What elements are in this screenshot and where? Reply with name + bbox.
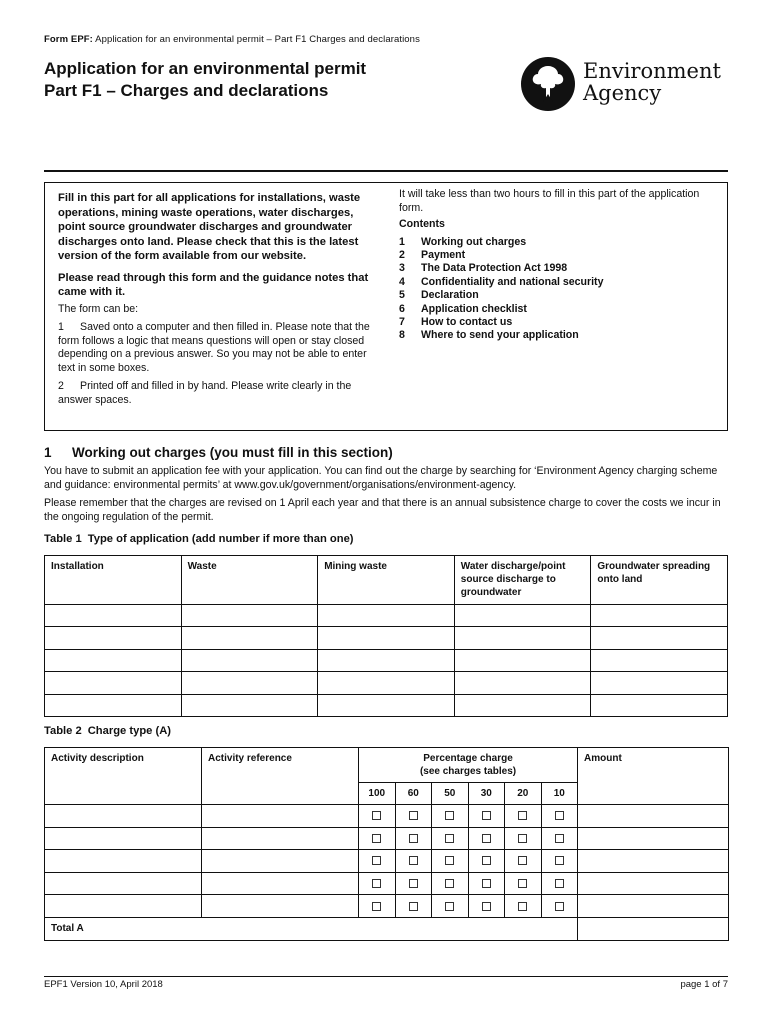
- percentage-checkbox[interactable]: [555, 856, 564, 865]
- table-1-header: Installation: [45, 556, 182, 605]
- percentage-checkbox-cell: [468, 895, 505, 918]
- percentage-checkbox[interactable]: [445, 856, 454, 865]
- table-1-input-cell[interactable]: [181, 694, 318, 716]
- section-1-heading: [44, 445, 393, 462]
- activity-description-cell[interactable]: [45, 805, 202, 828]
- percentage-checkbox-cell: [359, 827, 396, 850]
- percentage-checkbox[interactable]: [445, 902, 454, 911]
- percentage-checkbox[interactable]: [482, 811, 491, 820]
- contents-item-number: 2: [399, 248, 405, 261]
- percentage-checkbox[interactable]: [518, 811, 527, 820]
- percentage-checkbox[interactable]: [372, 811, 381, 820]
- percentage-checkbox[interactable]: [482, 834, 491, 843]
- activity-reference-cell[interactable]: [202, 827, 359, 850]
- option-text: Saved onto a computer and then filled in. Please note that the form follows a logic that means questions will open or stay closed depending on a previous answer. So you may not be able to enter text in some boxes.: [58, 321, 370, 374]
- fee-paragraph: You have to submit an application fee with your application. You can find out the charge by searching for ‘Environment Agency charging scheme and guidance: environmental permits’ at www.gov.uk/government/organisations/environment-agency.: [44, 465, 718, 491]
- table-1-header: Waste: [181, 556, 318, 605]
- activity-description-cell[interactable]: [45, 872, 202, 895]
- option-number: 2: [58, 380, 64, 392]
- table-1-input-cell[interactable]: [318, 605, 455, 627]
- percentage-checkbox-cell: [541, 895, 578, 918]
- percentage-checkbox[interactable]: [445, 879, 454, 888]
- intro-option-2: [58, 380, 373, 407]
- logo-line-1: Environment: [583, 59, 721, 83]
- intro-contents: [399, 188, 719, 343]
- footer-page-number: page 1 of 7: [680, 979, 728, 990]
- amount-cell[interactable]: [578, 872, 729, 895]
- contents-list: [399, 236, 719, 343]
- amount-cell[interactable]: [578, 850, 729, 873]
- logo-line-2: Agency: [583, 81, 662, 105]
- intro-guidance-note: Please read through this form and the guidance notes that came with it.: [58, 271, 369, 298]
- contents-item[interactable]: [399, 329, 719, 342]
- footer-version: EPF1 Version 10, April 2018: [44, 979, 163, 990]
- table-1-input-cell[interactable]: [591, 672, 728, 694]
- percentage-checkbox[interactable]: [372, 879, 381, 888]
- table-1-input-cell[interactable]: [454, 649, 591, 671]
- percentage-checkbox[interactable]: [518, 834, 527, 843]
- activity-description-cell[interactable]: [45, 895, 202, 918]
- percentage-checkbox[interactable]: [409, 902, 418, 911]
- activity-reference-cell[interactable]: [202, 805, 359, 828]
- contents-item-label: The Data Protection Act 1998: [421, 262, 568, 275]
- tree-emblem-icon: [519, 56, 579, 112]
- section-1-body: [44, 465, 728, 524]
- contents-item[interactable]: [399, 289, 719, 302]
- contents-item[interactable]: [399, 236, 719, 249]
- total-amount-cell[interactable]: [578, 917, 729, 940]
- table-1-caption: [44, 532, 354, 546]
- contents-item[interactable]: [399, 276, 719, 289]
- percentage-header-line-2: (see charges tables): [419, 766, 517, 777]
- percentage-checkbox-cell: [395, 872, 432, 895]
- percentage-checkbox-cell: [359, 895, 396, 918]
- table-row: [45, 827, 729, 850]
- percentage-column-header: 50: [432, 783, 469, 805]
- charge-type-table: [44, 747, 729, 941]
- percentage-checkbox-cell: [468, 872, 505, 895]
- percentage-checkbox[interactable]: [409, 834, 418, 843]
- contents-item-number: 3: [399, 262, 405, 275]
- activity-reference-cell[interactable]: [202, 895, 359, 918]
- total-label: Total A: [45, 917, 578, 940]
- percentage-checkbox[interactable]: [372, 902, 381, 911]
- contents-item-number: 5: [399, 289, 405, 302]
- table-1-input-cell[interactable]: [454, 694, 591, 716]
- percentage-checkbox[interactable]: [445, 834, 454, 843]
- contents-item-number: 1: [399, 235, 405, 248]
- contents-item[interactable]: [399, 316, 719, 329]
- percentage-checkbox[interactable]: [409, 879, 418, 888]
- contents-item[interactable]: [399, 262, 719, 275]
- contents-item-number: 7: [399, 315, 405, 328]
- form-code: Form EPF:: [44, 34, 93, 45]
- percentage-checkbox[interactable]: [445, 811, 454, 820]
- page-title: [44, 58, 366, 102]
- percentage-header-line-1: Percentage charge: [423, 753, 513, 764]
- percentage-checkbox-cell: [359, 872, 396, 895]
- percentage-checkbox-cell: [468, 827, 505, 850]
- contents-item-number: 8: [399, 329, 405, 342]
- table-1-input-cell[interactable]: [45, 694, 182, 716]
- percentage-checkbox[interactable]: [482, 856, 491, 865]
- total-row: [45, 917, 729, 940]
- percentage-checkbox[interactable]: [555, 902, 564, 911]
- table-number: Table 2: [44, 725, 82, 737]
- percentage-checkbox-cell: [359, 850, 396, 873]
- percentage-checkbox-cell: [468, 805, 505, 828]
- percentage-checkbox-cell: [432, 827, 469, 850]
- percentage-checkbox[interactable]: [482, 879, 491, 888]
- table-1-input-cell[interactable]: [318, 694, 455, 716]
- contents-item-label: Application checklist: [421, 302, 527, 315]
- contents-title: Contents: [399, 218, 445, 230]
- table-1-input-cell[interactable]: [181, 649, 318, 671]
- intro-applicability: Fill in this part for all applications for installations, waste operations, mining waste operations, water discharges, point source groundwater discharges and groundwater discharges onto land. Please check that this is the latest version of the form available from our website.: [58, 192, 361, 262]
- table-2-caption: [44, 724, 171, 738]
- table-row: [45, 605, 728, 627]
- percentage-checkbox-cell: [468, 850, 505, 873]
- logo-wordmark: [583, 60, 721, 104]
- activity-description-cell[interactable]: [45, 850, 202, 873]
- table-1-input-cell[interactable]: [454, 672, 591, 694]
- percentage-column-header: 30: [468, 783, 505, 805]
- contents-item-label: Declaration: [421, 289, 479, 302]
- table-1-header: Water discharge/point source discharge to groundwater: [454, 556, 591, 605]
- intro-option-1: [58, 321, 373, 375]
- percentage-checkbox[interactable]: [555, 834, 564, 843]
- option-text: Printed off and filled in by hand. Please write clearly in the answer spaces.: [58, 380, 352, 406]
- percentage-checkbox[interactable]: [518, 879, 527, 888]
- table-row: [45, 672, 728, 694]
- table-1-input-cell[interactable]: [591, 649, 728, 671]
- table-1-input-cell[interactable]: [591, 694, 728, 716]
- amount-cell[interactable]: [578, 805, 729, 828]
- percentage-checkbox-cell: [359, 805, 396, 828]
- percentage-checkbox-cell: [541, 872, 578, 895]
- title-divider: [44, 170, 728, 172]
- table-1-input-cell[interactable]: [181, 672, 318, 694]
- percentage-checkbox[interactable]: [372, 856, 381, 865]
- time-note: It will take less than two hours to fill in this part of the application form.: [399, 188, 700, 214]
- title-line-2: Part F1 – Charges and declarations: [44, 81, 329, 100]
- charges-revision-paragraph: Please remember that the charges are revised on 1 April each year and that there is an annual subsistence charge to cover the costs we incur in the ongoing regulation of the permit.: [44, 497, 721, 523]
- option-number: 1: [58, 321, 64, 333]
- percentage-checkbox-cell: [432, 895, 469, 918]
- running-head: [44, 34, 420, 46]
- contents-item-label: Confidentiality and national security: [421, 275, 604, 288]
- table-row: [45, 627, 728, 649]
- application-type-table: [44, 555, 728, 717]
- activity-reference-header: Activity reference: [202, 748, 359, 805]
- table-row: [45, 850, 729, 873]
- percentage-checkbox-cell: [395, 805, 432, 828]
- percentage-checkbox-cell: [541, 850, 578, 873]
- title-line-1: Application for an environmental permit: [44, 59, 367, 78]
- activity-description-cell[interactable]: [45, 827, 202, 850]
- percentage-checkbox-cell: [395, 827, 432, 850]
- table-1-input-cell[interactable]: [45, 672, 182, 694]
- table-caption-text: Charge type (A): [87, 725, 172, 737]
- percentage-charge-header: [359, 748, 578, 783]
- percentage-checkbox-cell: [541, 805, 578, 828]
- contents-item-label: How to contact us: [421, 315, 513, 328]
- percentage-checkbox-cell: [432, 872, 469, 895]
- table-row: [45, 895, 729, 918]
- percentage-checkbox-cell: [505, 827, 542, 850]
- table-row: [45, 805, 729, 828]
- percentage-checkbox[interactable]: [372, 834, 381, 843]
- table-1-input-cell[interactable]: [318, 649, 455, 671]
- section-number: 1: [44, 445, 52, 460]
- percentage-checkbox-cell: [432, 850, 469, 873]
- contents-item-label: Where to send your application: [421, 329, 579, 342]
- activity-reference-cell[interactable]: [202, 850, 359, 873]
- intro-instructions: [58, 191, 373, 407]
- table-1-header: Mining waste: [318, 556, 455, 605]
- percentage-checkbox-cell: [395, 850, 432, 873]
- percentage-column-header: 60: [395, 783, 432, 805]
- table-1-input-cell[interactable]: [181, 605, 318, 627]
- percentage-checkbox-cell: [432, 805, 469, 828]
- percentage-checkbox-cell: [395, 895, 432, 918]
- percentage-checkbox[interactable]: [482, 902, 491, 911]
- amount-cell[interactable]: [578, 895, 729, 918]
- percentage-checkbox[interactable]: [409, 856, 418, 865]
- table-1-input-cell[interactable]: [45, 605, 182, 627]
- contents-item[interactable]: [399, 303, 719, 316]
- table-1-input-cell[interactable]: [591, 627, 728, 649]
- percentage-checkbox-cell: [505, 850, 542, 873]
- amount-header: Amount: [578, 748, 729, 805]
- percentage-checkbox-cell: [505, 872, 542, 895]
- table-1-input-cell[interactable]: [591, 605, 728, 627]
- table-1-input-cell[interactable]: [318, 672, 455, 694]
- percentage-column-header: 10: [541, 783, 578, 805]
- running-head-text: Application for an environmental permit – Part F1 Charges and declarations: [92, 34, 420, 45]
- table-1-header: Groundwater spreading onto land: [591, 556, 728, 605]
- contents-item-number: 4: [399, 275, 405, 288]
- table-caption-text: Type of application (add number if more than one): [87, 533, 354, 545]
- percentage-column-header: 20: [505, 783, 542, 805]
- percentage-checkbox-cell: [505, 895, 542, 918]
- table-1-input-cell[interactable]: [45, 627, 182, 649]
- table-row: [45, 872, 729, 895]
- contents-item[interactable]: [399, 249, 719, 262]
- activity-description-header: Activity description: [45, 748, 202, 805]
- table-1-input-cell[interactable]: [181, 627, 318, 649]
- percentage-checkbox[interactable]: [555, 811, 564, 820]
- contents-item-label: Working out charges: [421, 235, 527, 248]
- intro-box: [44, 182, 728, 431]
- environment-agency-logo: [519, 56, 729, 112]
- table-row: [45, 649, 728, 671]
- contents-item-label: Payment: [421, 248, 466, 261]
- percentage-checkbox-cell: [505, 805, 542, 828]
- activity-reference-cell[interactable]: [202, 872, 359, 895]
- section-title: Working out charges (you must fill in this section): [72, 445, 393, 460]
- percentage-column-header: 100: [359, 783, 396, 805]
- percentage-checkbox[interactable]: [409, 811, 418, 820]
- intro-form-can-be: The form can be:: [58, 302, 139, 315]
- table-1-input-cell[interactable]: [454, 627, 591, 649]
- percentage-checkbox[interactable]: [555, 879, 564, 888]
- amount-cell[interactable]: [578, 827, 729, 850]
- footer-divider: [44, 976, 728, 977]
- table-1-input-cell[interactable]: [45, 649, 182, 671]
- table-1-input-cell[interactable]: [454, 605, 591, 627]
- percentage-checkbox[interactable]: [518, 902, 527, 911]
- table-row: [45, 694, 728, 716]
- percentage-checkbox-cell: [541, 827, 578, 850]
- contents-item-number: 6: [399, 302, 405, 315]
- table-number: Table 1: [44, 533, 82, 545]
- table-1-input-cell[interactable]: [318, 627, 455, 649]
- percentage-checkbox[interactable]: [518, 856, 527, 865]
